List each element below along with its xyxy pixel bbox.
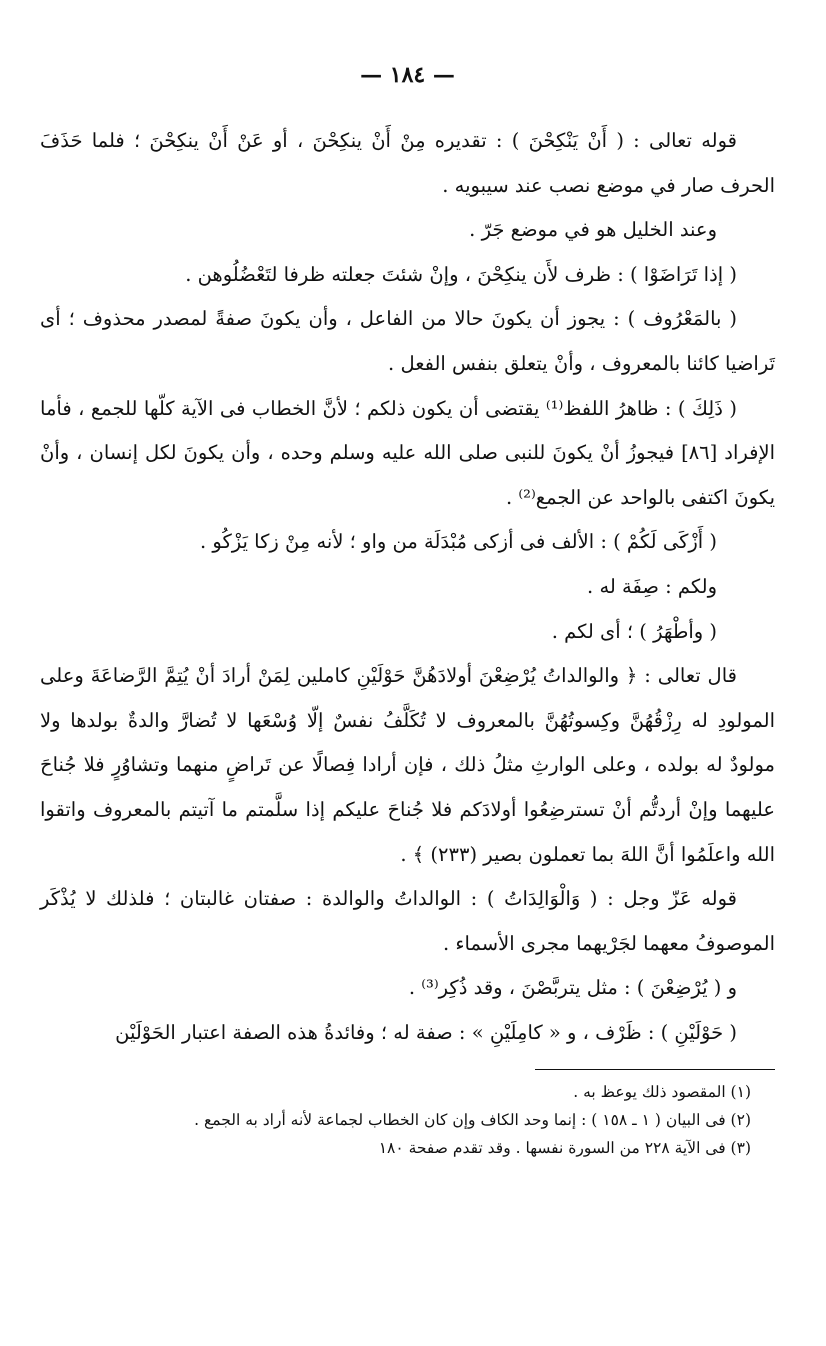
paragraph-taradaw: ( إذا تَرَاضَوْا ) : ظرف لأَن ينكِحْنَ ، وإنْ شئتَ جعلته ظرفا لتَعْضُلُوهن . [185, 262, 737, 286]
paragraph-maruf: ( بالمَعْرُوف ) : يجوز أن يكونَ حالا من الفاعل ، وأن يكونَ صفةً لمصدر محذوف ؛ أى تَراضيا كائنا بالمعروف ، وأنْ يتعلق بنفس الفعل . [40, 307, 775, 375]
paragraph-yurdin: و ( يُرْضِعْنَ ) : مثل يتربَّصْنَ ، وقد ذُكِر⁽³⁾ . [408, 976, 737, 1000]
footnotes [40, 1069, 775, 1162]
main-text [40, 119, 775, 1055]
paragraph-dhalika: ( ذَلِكَ ) : ظاهرُ اللفظ⁽¹⁾ يقتضى أن يكون ذلكم ؛ لأنَّ الخطاب فى الآية كلّها للجمع ، فأما الإفراد [٨٦] فيجوزُ أنْ يكونَ للنبى صلى الله عليه وسلم وحده ، وأن يكونَ لكل إنسان ، وأنْ يكونَ اكتفى بالواحد عن الجمع⁽²⁾ . [40, 396, 776, 509]
footnote-3: (٣) فى الآية ٢٢٨ من السورة نفسها . وقد تقدم صفحة ١٨٠ [378, 1139, 751, 1158]
paragraph-hawlayn: ( حَوْلَيْنِ ) : ظَرْف ، و « كامِلَيْنِ » : صفة له ؛ وفائدةُ هذه الصفة اعتبار الحَوْلَيْن [115, 1020, 737, 1044]
paragraph-walidat: قوله عَزّ وجل : ( وَالْوَالِدَاتُ ) : الوالداتُ والوالدة : صفتان غالبتان ؛ فلذلك لا يُذْكَر الموصوفُ معهما لجَرْيهما مجرى الأسماء . [40, 887, 775, 955]
paragraph-tafsir-nikah: قوله تعالى : ( أَنْ يَنْكِحْنَ ) : تقديره مِنْ أَنْ ينكِحْنَ ، أو عَنْ أَنْ ينكِحْنَ ؛ فلما حَذَفَ الحرف صار في موضع نصب عند سيبويه . [40, 129, 775, 197]
paragraph-khalil: وعند الخليل هو في موضع جَرّ . [469, 218, 717, 242]
book-page [40, 55, 775, 1305]
paragraph-azka: ( أَزْكَى لَكُمْ ) : الألف فى أزكى مُبْدَلَة من واو ؛ لأنه مِنْ زكا يَزْكُو . [199, 530, 717, 554]
paragraph-verse-233: قال تعالى : ﴿ والوالداتُ يُرْضِعْنَ أولادَهُنَّ حَوْلَيْنِ كاملين لِمَنْ أرادَ أنْ يُتِمَّ الرَّضاعَةَ وعلى المولودِ له رِزْقُهُنَّ وكِسوتُهُنَّ بالمعروف لا تُكَلَّفُ نفسٌ إلّا وُسْعَها لا تُضارَّ والدةٌ بولدها ولا مولودٌ له بولده ، وعلى الوارثِ مثلُ ذلك ، فإن أرادا فِصالًا عن تَراضٍ منهما وتشاوُرٍ فلا جُناحَ عليهما وإنْ أردتُّم أنْ تسترضِعُوا أولادَكم فلا جُناحَ عليكم إذا سلَّمتم ما آتيتم بالمعروف واتقوا الله واعلَمُوا أنَّ اللهَ بما تعملون بصير (٢٣٣) ﴾ . [40, 664, 775, 866]
paragraph-athar: ( وأطْهَرُ ) ؛ أى لكم . [551, 619, 717, 643]
footnote-2: (٢) فى البيان ( ١ ـ ١٥٨ ) : إنما وحد الكاف وإن كان الخطاب لجماعة لأنه أراد به الجمع . [194, 1111, 751, 1130]
page-number: — ١٨٤ — [360, 62, 455, 88]
paragraph-lakum: ولكم : صِفَة له . [587, 574, 717, 598]
footnote-divider [535, 1069, 775, 1070]
footnote-1: (١) المقصود ذلك يوعظ به . [573, 1083, 751, 1102]
